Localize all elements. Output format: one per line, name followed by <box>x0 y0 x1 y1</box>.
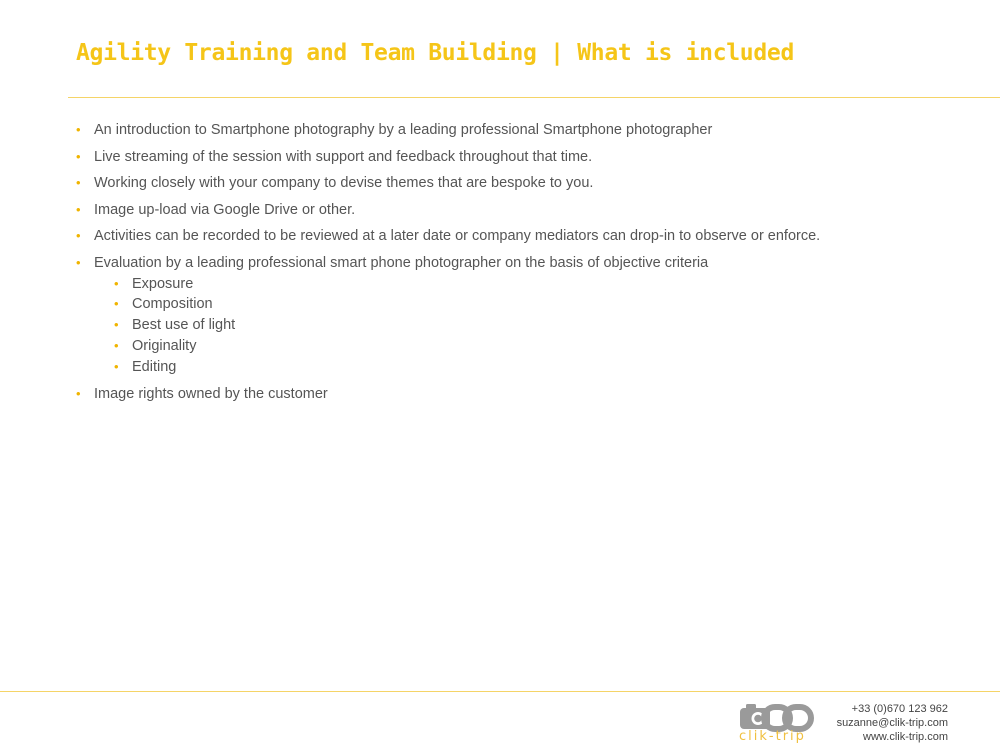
bullet-text: Image rights owned by the customer <box>94 385 328 402</box>
slide-title: Agility Training and Team Building | What is included <box>76 40 795 66</box>
contact-email[interactable]: suzanne@clik-trip.com <box>836 717 948 729</box>
bullet-text: Evaluation by a leading professional smart phone photographer on the basis of objective criteria <box>94 254 709 271</box>
sub-bullet-item <box>114 336 976 357</box>
sub-bullet-text: Best use of light <box>132 317 236 334</box>
sub-bullet-item <box>114 357 976 378</box>
bullet-dot-icon: • <box>114 275 119 291</box>
title-divider <box>68 97 1000 98</box>
contact-block <box>837 702 948 744</box>
bullet-item <box>76 253 976 378</box>
bullet-dot-icon: • <box>76 228 81 243</box>
sub-bullet-item <box>114 274 976 295</box>
logo-wordmark: clik-trip <box>739 729 806 744</box>
sub-bullet-text: Exposure <box>132 275 194 292</box>
sub-bullet-text: Editing <box>132 358 177 375</box>
sub-bullet-item <box>114 294 976 315</box>
footer-divider <box>0 691 1000 692</box>
bullet-dot-icon: • <box>114 296 119 312</box>
bullet-item <box>76 173 976 193</box>
bullet-item <box>76 147 976 167</box>
bullet-text: Live streaming of the session with support and feedback throughout that time. <box>94 148 593 165</box>
bullet-item <box>76 200 976 220</box>
bullet-item <box>76 226 976 246</box>
sub-bullet-text: Originality <box>132 337 197 354</box>
bullet-dot-icon: • <box>76 254 81 270</box>
sub-bullet-item <box>114 315 976 336</box>
contact-phone: +33 (0)670 123 962 <box>851 703 948 715</box>
bullet-dot-icon: • <box>114 358 119 374</box>
bullet-text: An introduction to Smartphone photography by a leading professional Smartphone photographer <box>94 122 713 138</box>
bullet-text: Image up-load via Google Drive or other. <box>94 201 356 218</box>
bullet-list <box>76 120 976 410</box>
bullet-dot-icon: • <box>76 122 81 137</box>
bullet-dot-icon: • <box>76 385 81 401</box>
bullet-item <box>76 384 976 404</box>
bullet-dot-icon: • <box>114 337 119 353</box>
bullet-text: Working closely with your company to devise themes that are bespoke to you. <box>94 175 594 191</box>
bullet-item <box>76 120 976 140</box>
sub-bullet-list <box>114 274 976 378</box>
sub-bullet-text: Composition <box>132 296 213 313</box>
bullet-dot-icon: • <box>76 201 81 217</box>
bullet-dot-icon: • <box>114 317 119 333</box>
bullet-text: Activities can be recorded to be reviewed at a later date or company mediators can drop-in to observe or enforce. <box>94 228 821 244</box>
contact-website[interactable]: www.clik-trip.com <box>863 731 948 743</box>
bullet-dot-icon: • <box>76 148 81 164</box>
bullet-dot-icon: • <box>76 175 81 190</box>
